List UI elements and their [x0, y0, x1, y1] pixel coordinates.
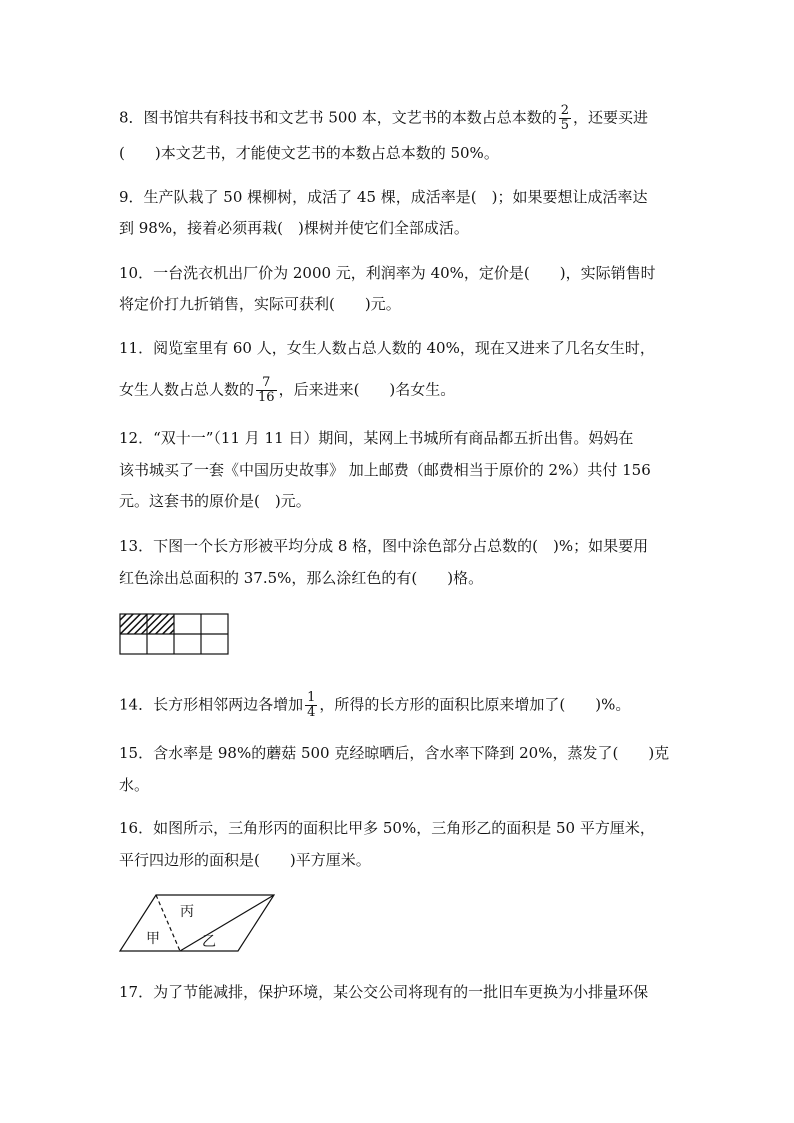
q8-text-a: 8．图书馆共有科技书和文艺书 500 本，文艺书的本数占总本数的 — [119, 108, 557, 127]
q11-text-b: ，后来进来( )名女生。 — [278, 380, 456, 399]
q16-line1: 16．如图所示，三角形丙的面积比甲多 50%，三角形乙的面积是 50 平方厘米， — [119, 819, 655, 837]
q14-frac-num: 1 — [307, 690, 316, 705]
q8-text-b: ，还要买进 — [573, 108, 649, 127]
diagonal-segment — [180, 895, 274, 951]
q11-line1: 11．阅览室里有 60 人，女生人数占总人数的 40%，现在又进来了几名女生时， — [119, 339, 655, 357]
q9-line1: 9．生产队栽了 50 棵柳树，成活了 45 棵，成活率是( )；如果要想让成活率达 — [119, 188, 648, 206]
q9-line2: 到 98%，接着必须再栽( )棵树并使它们全部成活。 — [119, 219, 469, 237]
label-jia: 甲 — [146, 931, 160, 947]
q11-line2 — [119, 376, 455, 405]
label-bing: 丙 — [180, 904, 194, 920]
q11-frac-den: 16 — [258, 390, 275, 405]
q14-frac-den: 4 — [307, 705, 316, 720]
q10-line1: 10．一台洗衣机出厂价为 2000 元，利润率为 40%，定价是( )，实际销售时 — [119, 264, 656, 282]
parallelogram-outline — [120, 895, 274, 951]
q8-line2: ( )本文艺书，才能使文艺书的本数占总本数的 50%。 — [119, 144, 499, 162]
q16-line2: 平行四边形的面积是( )平方厘米。 — [119, 851, 371, 869]
q13-grid-figure — [119, 613, 231, 657]
q8-frac-den: 5 — [560, 118, 569, 133]
q12-line3: 元。这套书的原价是( )元。 — [119, 492, 311, 510]
q11-fraction — [256, 376, 277, 405]
q10-line2: 将定价打九折销售，实际可获利( )元。 — [119, 295, 401, 313]
q15-line1: 15．含水率是 98%的蘑菇 500 克经晾晒后，含水率下降到 20%，蒸发了( )克 — [119, 744, 670, 762]
q15-line2: 水。 — [119, 776, 150, 794]
q8-fraction — [559, 104, 571, 133]
q16-parallelogram-figure — [118, 893, 276, 953]
label-yi: 乙 — [202, 934, 216, 950]
q14-text-b: ，所得的长方形的面积比原来增加了( )%。 — [319, 695, 631, 714]
q8-frac-num: 2 — [560, 103, 569, 118]
q12-line1: 12．“双十一”（11 月 11 日）期间，某网上书城所有商品都五折出售。妈妈在 — [119, 429, 634, 447]
q12-line2: 该书城买了一套《中国历史故事》 加上邮费（邮费相当于原价的 2%）共付 156 — [119, 461, 651, 479]
q13-line1: 13．下图一个长方形被平均分成 8 格，图中涂色部分占总数的( )%；如果要用 — [119, 537, 649, 555]
q17-line1: 17．为了节能减排，保护环境，某公交公司将现有的一批旧车更换为小排量环保 — [119, 983, 649, 1001]
q11-text-a: 女生人数占总人数的 — [119, 380, 255, 399]
q14-fraction — [305, 691, 317, 720]
q13-line2: 红色涂出总面积的 37.5%，那么涂红色的有( )格。 — [119, 569, 484, 587]
q14-text-a: 14．长方形相邻两边各增加 — [119, 695, 304, 714]
q14-line — [119, 691, 630, 720]
q8-line1 — [119, 104, 648, 133]
q11-frac-num: 7 — [256, 376, 277, 391]
